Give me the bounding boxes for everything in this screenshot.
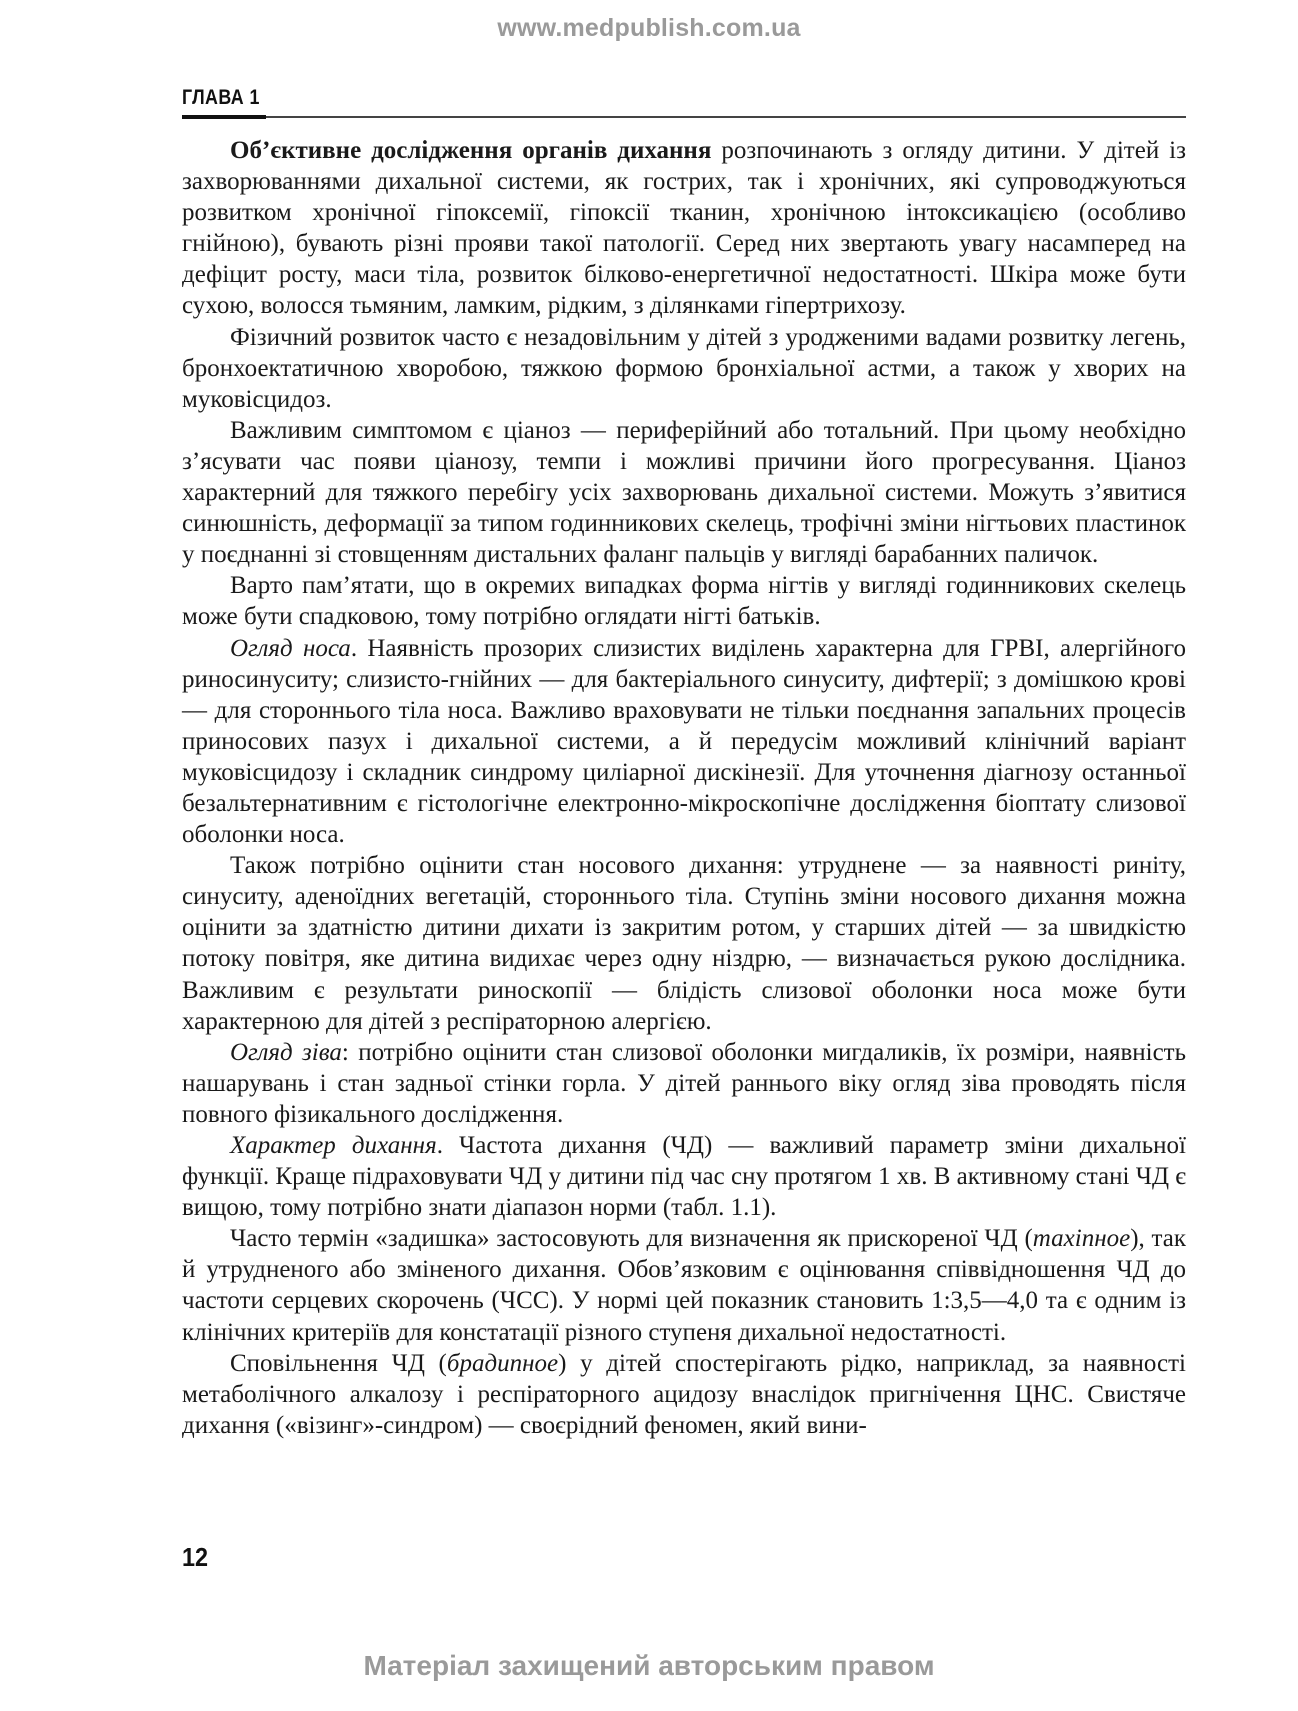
paragraph-text: розпочинають з огляду дитини. У дітей із захворюваннями дихальної системи, як гострих, так і хронічних, які супроводжуються розвитком хронічної гіпоксемії, гіпоксії тканин, хронічною інтоксикацією (особливо гнійною), бувають різні прояви такої патології. Серед них звертають увагу насамперед на дефіцит росту, маси тіла, розвиток білково-енергетичної недостатності. Шкіра може бути сухою, волосся тьмяним, ламким, рідким, з ділянками гіпертрихозу. <box>182 137 1187 320</box>
paragraph-throat-exam <box>182 1037 1186 1130</box>
header-rule-accent <box>182 115 266 119</box>
paragraph-text: . Наявність прозорих слизистих виділень характерна для ГРВІ, алергійного риносинуситу; слизисто-гнійних — для бактеріального синуситу, дифтерії; з домішкою крові — для стороннього тіла носа. Важливо враховувати не тільки поєднання запальних процесів приносових пазух і дихальної системи, а й передусім можливий клінічний варіант муковісцидозу і складник синдрому циліарної дискінезії. Для уточнення діагнозу останньої безальтернативним є гістологічне електронно-мікроскопічне дослідження біоптату слизової оболонки носа. <box>182 634 1186 849</box>
paragraph-lead-italic: Характер дихання <box>230 1132 437 1159</box>
watermark-copyright: Матеріал захищений авторським правом <box>363 1650 935 1681</box>
paragraph-bradypnea <box>182 1348 1186 1441</box>
paragraph-text: Часто термін «задишка» застосовують для визначення як прискореної ЧД ( <box>230 1225 1033 1253</box>
paragraph-text: Сповільнення ЧД ( <box>230 1349 447 1377</box>
paragraph-lead-bold: Об’єктивне дослідження органів дихання <box>230 137 712 164</box>
paragraph-nasal-breathing: Також потрібно оцінити стан носового дихання: утруднене — за наявності риніту, синуситу, аденоїдних вегетацій, стороннього тіла. Ступінь зміни носового дихання можна оцінити за здатністю дитини дихати із закритим ротом, у старших дітей — за швидкістю потоку повітря, яке дитина видихає через одну ніздрю, — визначається рукою дослідника. Важливим є результати риноскопії — блідість слизової оболонки носа може бути характерною для дітей з респіраторною алергією. <box>182 852 1186 1035</box>
paragraph-text: ) у дітей спостерігають рідко, наприклад, за наявності метаболічного алкалозу і респіраторного ацидозу внаслідок пригнічення ЦНС. Свистяче дихання («візинг»-синдром) — своєрідний феномен, який вини- <box>182 1349 1186 1439</box>
chapter-label: ГЛАВА 1 <box>182 86 260 109</box>
paragraph-lead-italic: Огляд зіва <box>230 1038 342 1066</box>
paragraph-text: : потрібно оцінити стан слизової оболонки мигдаликів, їх розміри, наявність нашарувань і стан задньої стінки горла. У дітей раннього віку огляд зіва проводять після повного фізикального дослідження. <box>182 1038 1187 1128</box>
page-body <box>182 135 1186 1441</box>
watermark-site-url: www.medpublish.com.ua <box>497 14 801 42</box>
chapter-header <box>182 86 1186 118</box>
paragraph-nose-exam <box>182 633 1186 851</box>
paragraph-text: . Частота дихання (ЧД) — важливий параметр зміни дихальної функції. Краще підраховувати ЧД у дитини під час сну протягом 1 хв. В активному стані ЧД є вищою, тому потрібно знати діапазон норми (табл. 1.1). <box>182 1132 1186 1222</box>
header-rule <box>182 116 1186 118</box>
paragraph-dyspnea <box>182 1223 1186 1347</box>
term-italic: брадипное <box>446 1349 559 1377</box>
paragraph-text: ), так й утрудненого або зміненого дихання. Обов’язковим є оцінювання співвідношення ЧД до частоти серцевих скорочень (ЧСС). У нормі цей показник становить 1:3,5—4,0 та є одним із клінічних критеріїв для констатації різного ступеня дихальної недостатності. <box>182 1225 1186 1346</box>
paragraph-objective-exam <box>182 135 1186 322</box>
paragraph-physical-development: Фізичний розвиток часто є незадовільним у дітей з уродженими вадами розвитку легень, бронхоектатичною хворобою, тяжкою формою бронхіальної астми, а також у хворих на муковісцидоз. <box>182 323 1186 413</box>
page-number: 12 <box>182 1542 209 1572</box>
paragraph-lead-italic: Огляд носа <box>230 634 351 662</box>
term-italic: тахіпное <box>1032 1225 1131 1253</box>
paragraph-breathing-character <box>182 1130 1186 1223</box>
paragraph-nails: Варто пам’ятати, що в окремих випадках форма нігтів у вигляді годинникових скелець може бути спадковою, тому потрібно оглядати нігті батьків. <box>182 572 1186 631</box>
paragraph-cyanosis: Важливим симптомом є ціаноз — периферійний або тотальний. При цьому необхідно з’ясувати час появи ціанозу, темпи і можливі причини його прогресування. Ціаноз характерний для тяжкого перебігу усіх захворювань дихальної системи. Можуть з’явитися синюшність, деформації за типом годинникових скелець, трофічні зміни нігтьових пластинок у поєднанні зі стовщенням дистальних фаланг пальців у вигляді барабанних паличок. <box>182 416 1186 569</box>
